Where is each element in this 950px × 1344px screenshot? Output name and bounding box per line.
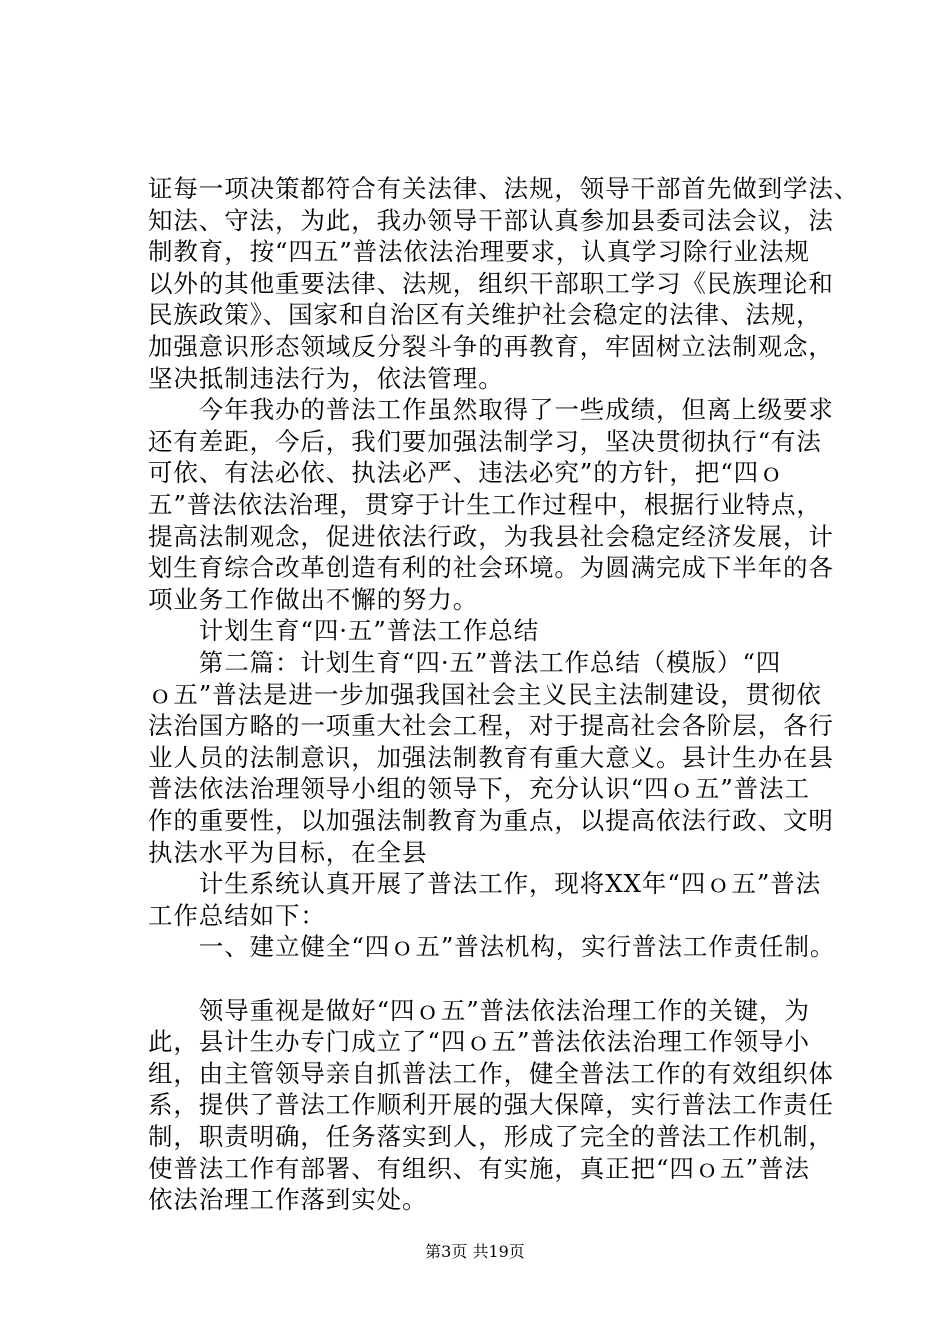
- text-line: 可依、有法必依、执法必严、违法必究”的方针，把“四ｏ: [148, 458, 785, 488]
- text-line: 组，由主管领导亲自抓普法工作，健全普法工作的有效组织体: [148, 1058, 834, 1088]
- text-line: 加强意识形态领域反分裂斗争的再教育，牢固树立法制观念，: [148, 332, 834, 361]
- text-line: 证每一项决策都符合有关法律、法规，领导干部首先做到学法、: [148, 174, 860, 203]
- text-line: 民族政策》、国家和自治区有关维护社会稳定的法律、法规，: [148, 300, 822, 330]
- text-line: 使普法工作有部署、有组织、有实施，真正把“四ｏ五”普法: [148, 1153, 810, 1183]
- text-line: 执法水平为目标，在全县: [148, 837, 428, 867]
- page-footer: 第3页 共19页: [425, 1242, 525, 1261]
- text-line: 项业务工作做出不懈的努力。: [148, 584, 479, 614]
- text-line: 普法依法治理领导小组的领导下，充分认识“四ｏ五”普法工: [148, 774, 810, 804]
- text-line: 系，提供了普法工作顺利开展的强大保障，实行普法工作责任: [148, 1090, 834, 1120]
- text-line: 工作总结如下：: [148, 900, 326, 930]
- text-line: 知法、守法，为此，我办领导干部认真参加县委司法会议，法: [148, 205, 834, 235]
- text-line: 制，职责明确，任务落实到人，形成了完全的普法工作机制，: [148, 1122, 834, 1151]
- text-line: 法治国方略的一项重大社会工程，对于提高社会各阶层，各行: [148, 711, 834, 741]
- text-line: 业人员的法制意识，加强法制教育有重大意义。县计生办在县: [148, 742, 834, 772]
- text-line: 依法治理工作落到实处。: [148, 1185, 428, 1215]
- text-line: 以外的其他重要法律、法规，组织干部职工学习《民族理论和: [148, 268, 834, 298]
- text-line: 第二篇：计划生育“四·五”普法工作总结（模版）“四: [148, 648, 782, 677]
- text-line: 计生系统认真开展了普法工作，现将XX年“四ｏ五”普法: [148, 869, 822, 899]
- text-line: 制教育，按“四五”普法依法治理要求，认真学习除行业法规: [148, 237, 810, 267]
- text-line: 还有差距，今后，我们要加强法制学习，坚决贯彻执行“有法: [148, 426, 822, 456]
- text-line: 提高法制观念，促进依法行政，为我县社会稳定经济发展，计: [148, 521, 834, 551]
- text-line: 坚决抵制违法行为，依法管理。: [148, 363, 504, 393]
- text-line: 今年我办的普法工作虽然取得了一些成绩，但离上级要求: [148, 395, 834, 425]
- text-line: 领导重视是做好“四ｏ五”普法依法治理工作的关键，为: [148, 995, 810, 1025]
- text-line: ｏ五”普法是进一步加强我国社会主义民主法制建设，贯彻依: [148, 679, 822, 709]
- text-line: 计划生育“四·五”普法工作总结: [148, 616, 540, 646]
- text-line: 划生育综合改革创造有利的社会环境。为圆满完成下半年的各: [148, 553, 834, 583]
- text-line: 一、建立健全“四ｏ五”普法机构，实行普法工作责任制。: [148, 932, 836, 962]
- text-line: 作的重要性，以加强法制教育为重点，以提高依法行政、文明: [148, 806, 834, 835]
- text-line: 此，县计生办专门成立了“四ｏ五”普法依法治理工作领导小: [148, 1027, 810, 1057]
- text-line: 五”普法依法治理，贯穿于计生工作过程中，根据行业特点，: [148, 490, 822, 519]
